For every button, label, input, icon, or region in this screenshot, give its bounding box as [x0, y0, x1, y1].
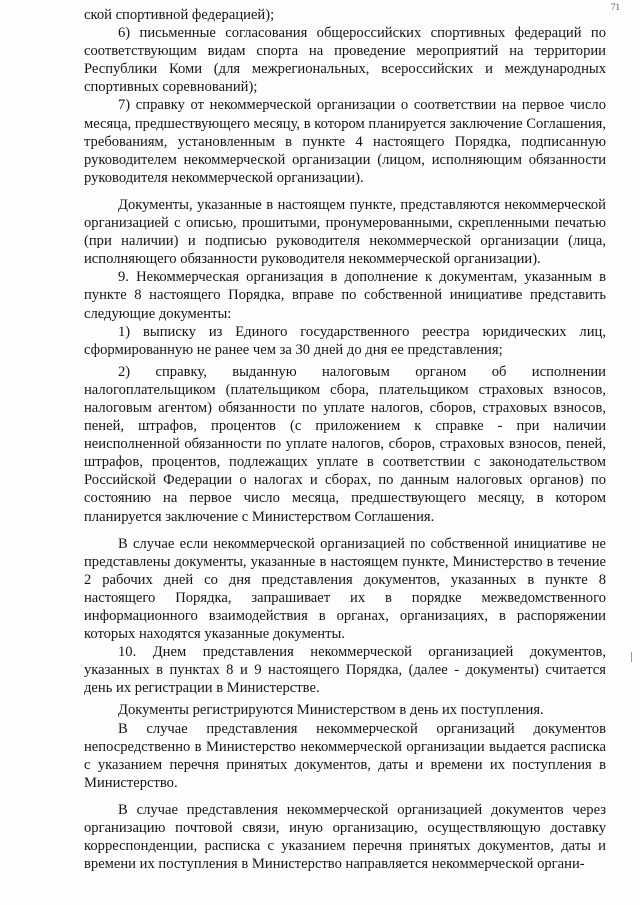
paragraph-registration: Документы регистрируются Министерством в день их поступления.: [118, 702, 544, 719]
page-number: 71: [611, 2, 620, 12]
scan-edge-mark: [631, 652, 632, 662]
paragraph-documents-requirements: Документы, указанные в настоящем пункте, представляются некоммерческой организацией с описью, прошитыми, пронумерованными, скрепленными печатью (при наличии) и подписью руководителя некоммерческой организации (лица, исполняющего обязанности руководителя некоммерческой организации).: [84, 196, 606, 268]
paragraph-interagency-request: В случае если некоммерческой организацией по собственной инициативе не представлены документы, указанные в настоящем пункте, Министерство в течение 2 рабочих дней со дня представления документов, указанных в пункте 8 настоящего Порядка, запрашивает их в порядке межведомственного информационного взаимодействия в органах, организациях, в распоряжении которых находятся указанные документы.: [84, 535, 606, 643]
paragraph-item-7: 7) справку от некоммерческой организации о соответствии на первое число месяца, предшествующего месяцу, в котором планируется заключение Соглашения, требованиям, установленным в пункте 4 настоящего Порядка, подписанную руководителем некоммерческой организации (лицом, исполняющим обязанности руководителя некоммерческой организации).: [84, 97, 606, 186]
paragraph-clause-9: 9. Некоммерческая организация в дополнение к документам, указанным в пункте 8 настоящего Порядка, вправе по собственной инициативе представить следующие документы:: [84, 269, 606, 322]
paragraph-clause-9-item-2: 2) справку, выданную налоговым органом об исполнении налогоплательщиком (плательщиком сбора, плательщиком страховых взносов, налоговым агентом) обязанности по уплате налогов, сборов, страховых взносов, пеней, штрафов, процентов (с приложением к справке - при наличии неисполненной обязанности по уплате налогов, сборов, страховых взносов, пеней, штрафов, процентов, подлежащих уплате в соответствии с законодательством Российской Федерации о налогах и сборах, по данным налоговых органов) по состоянию на первое число месяца, предшествующего месяцу, в котором планируется заключение с Министерством Соглашения.: [84, 363, 606, 525]
paragraph-clause-10: 10. Днем представления некоммерческой организацией документов, указанных в пунктах 8 и 9 настоящего Порядка, (далее - документы) считается день их регистрации в Министерстве.: [84, 644, 606, 697]
paragraph-postal-submission: В случае представления некоммерческой организацией документов через организацию почтовой связи, иную организацию, осуществляющую доставку корреспонденции, расписка с указанием перечня принятых документов, даты и времени их поступления в Министерство направляется некоммерческой органи-: [84, 801, 606, 873]
paragraph-continuation: ской спортивной федерацией);: [84, 7, 275, 23]
paragraph-clause-9-item-1: 1) выписку из Единого государственного реестра юридических лиц, сформированную не ранее чем за 30 дней до дня ее представления;: [84, 323, 606, 358]
document-body: [84, 6, 606, 873]
paragraph-direct-submission: В случае представления некоммерческой организаций документов непосредственно в Министерство некоммерческой организации выдается расписка с указанием перечня принятых документов, даты и времени их поступления в Министерство.: [84, 720, 606, 791]
paragraph-item-6: 6) письменные согласования общероссийских спортивных федераций по соответствующим видам спорта на проведение мероприятий на территории Республики Коми (для межрегиональных, всероссийских и международных спортивных соревнований);: [84, 25, 606, 96]
